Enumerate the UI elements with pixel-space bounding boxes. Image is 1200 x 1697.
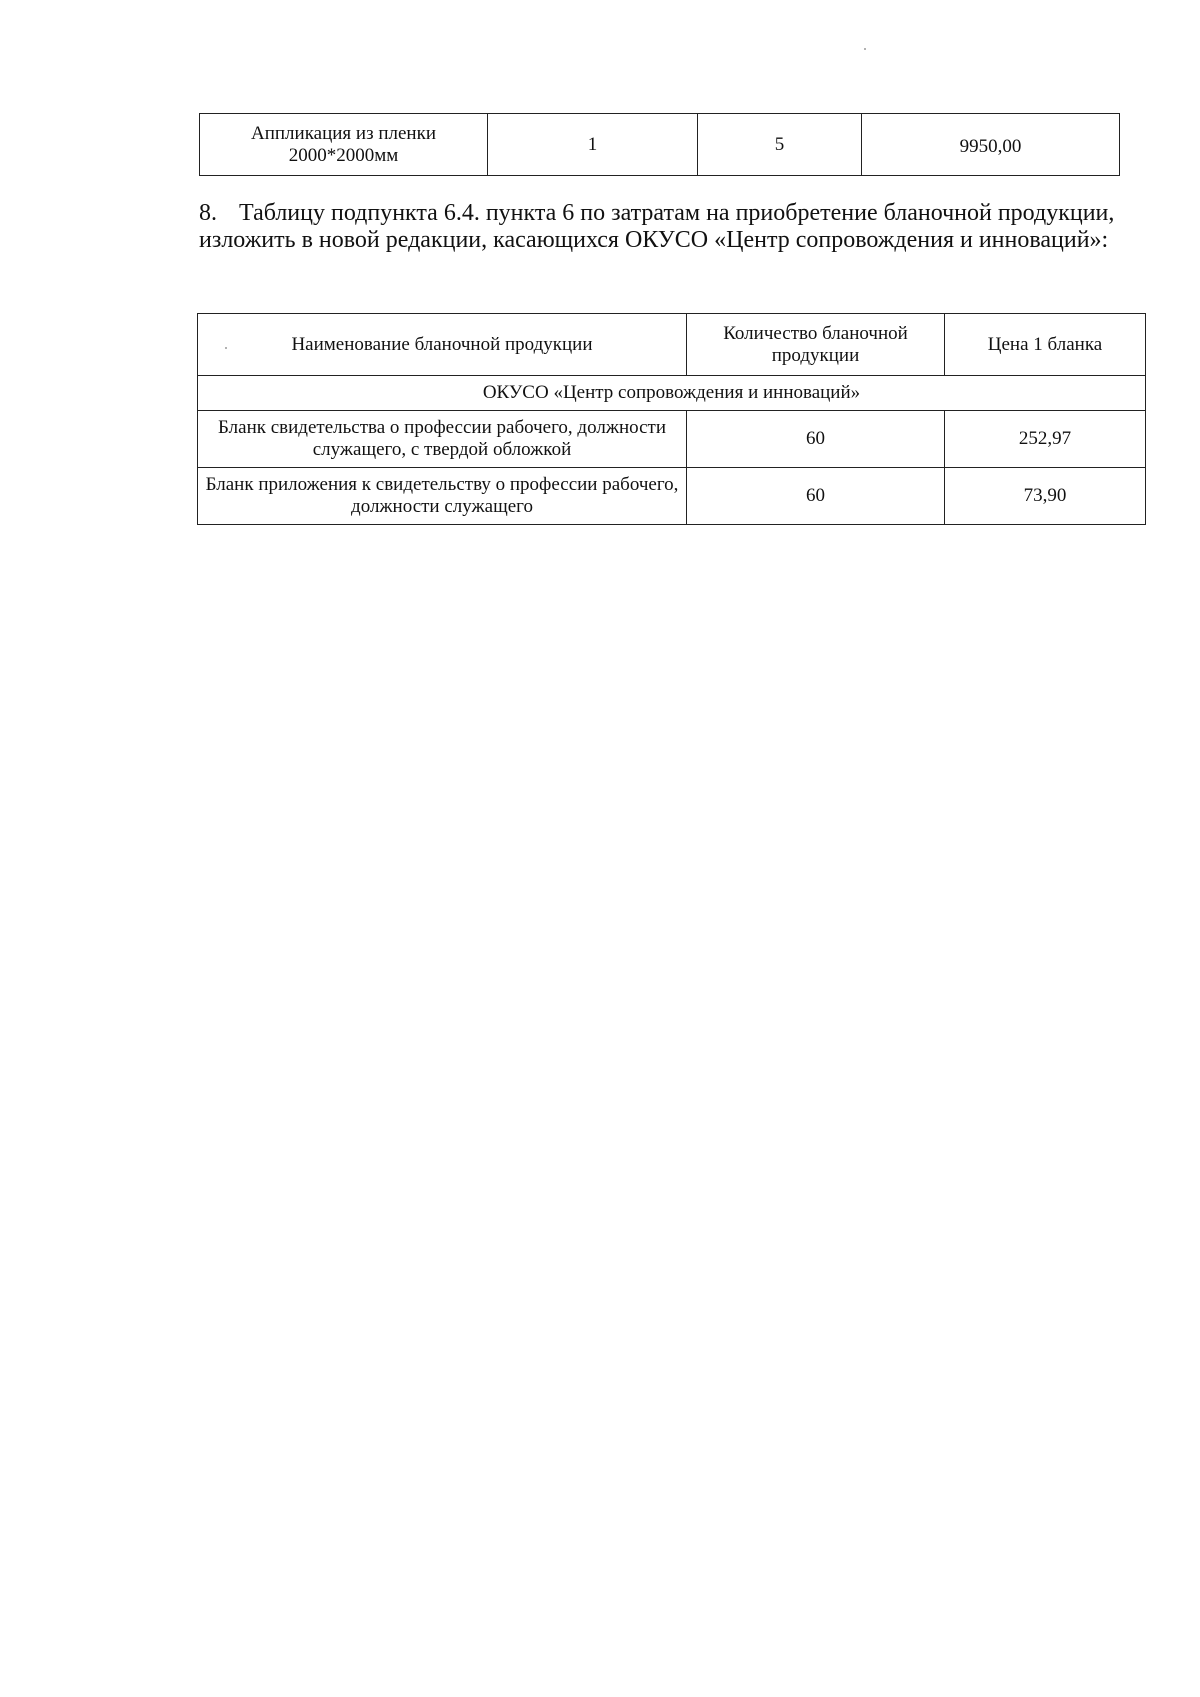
blank-name-cell: Бланк приложения к свидетельству о профессии рабочего, должности служащего (198, 468, 687, 525)
table-row (198, 468, 1146, 525)
item-name-cell: Аппликация из пленки 2000*2000мм (200, 114, 488, 176)
quantity-cell: 60 (687, 411, 945, 468)
price-cell: 252,97 (945, 411, 1146, 468)
quantity-cell: 60 (687, 468, 945, 525)
scan-speck (225, 347, 227, 349)
paragraph-number: 8. (199, 200, 217, 226)
table-header-row (198, 314, 1146, 376)
blank-products-table (197, 313, 1146, 525)
table-row (198, 411, 1146, 468)
blank-name-cell: Бланк свидетельства о профессии рабочего, должности служащего, с твердой обложкой (198, 411, 687, 468)
header-name: Наименование бланочной продукции (198, 314, 687, 376)
paragraph-text: Таблицу подпункта 6.4. пункта 6 по затратам на приобретение бланочной продукции, изложить в новой редакции, касающихся ОКУСО «Центр сопровождения и инноваций»: (199, 200, 1115, 253)
value-cell: 5 (698, 114, 862, 176)
value-cell: 1 (488, 114, 698, 176)
price-cell: 73,90 (945, 468, 1146, 525)
table-row (200, 114, 1120, 176)
scan-speck (864, 48, 866, 50)
organization-row (198, 376, 1146, 411)
organization-name: ОКУСО «Центр сопровождения и инноваций» (198, 376, 1146, 411)
amount-cell: 9950,00 (862, 114, 1120, 176)
header-quantity: Количество бланочной продукции (687, 314, 945, 376)
header-price: Цена 1 бланка (945, 314, 1146, 376)
applique-table (199, 113, 1120, 176)
amendment-paragraph (199, 200, 1119, 254)
